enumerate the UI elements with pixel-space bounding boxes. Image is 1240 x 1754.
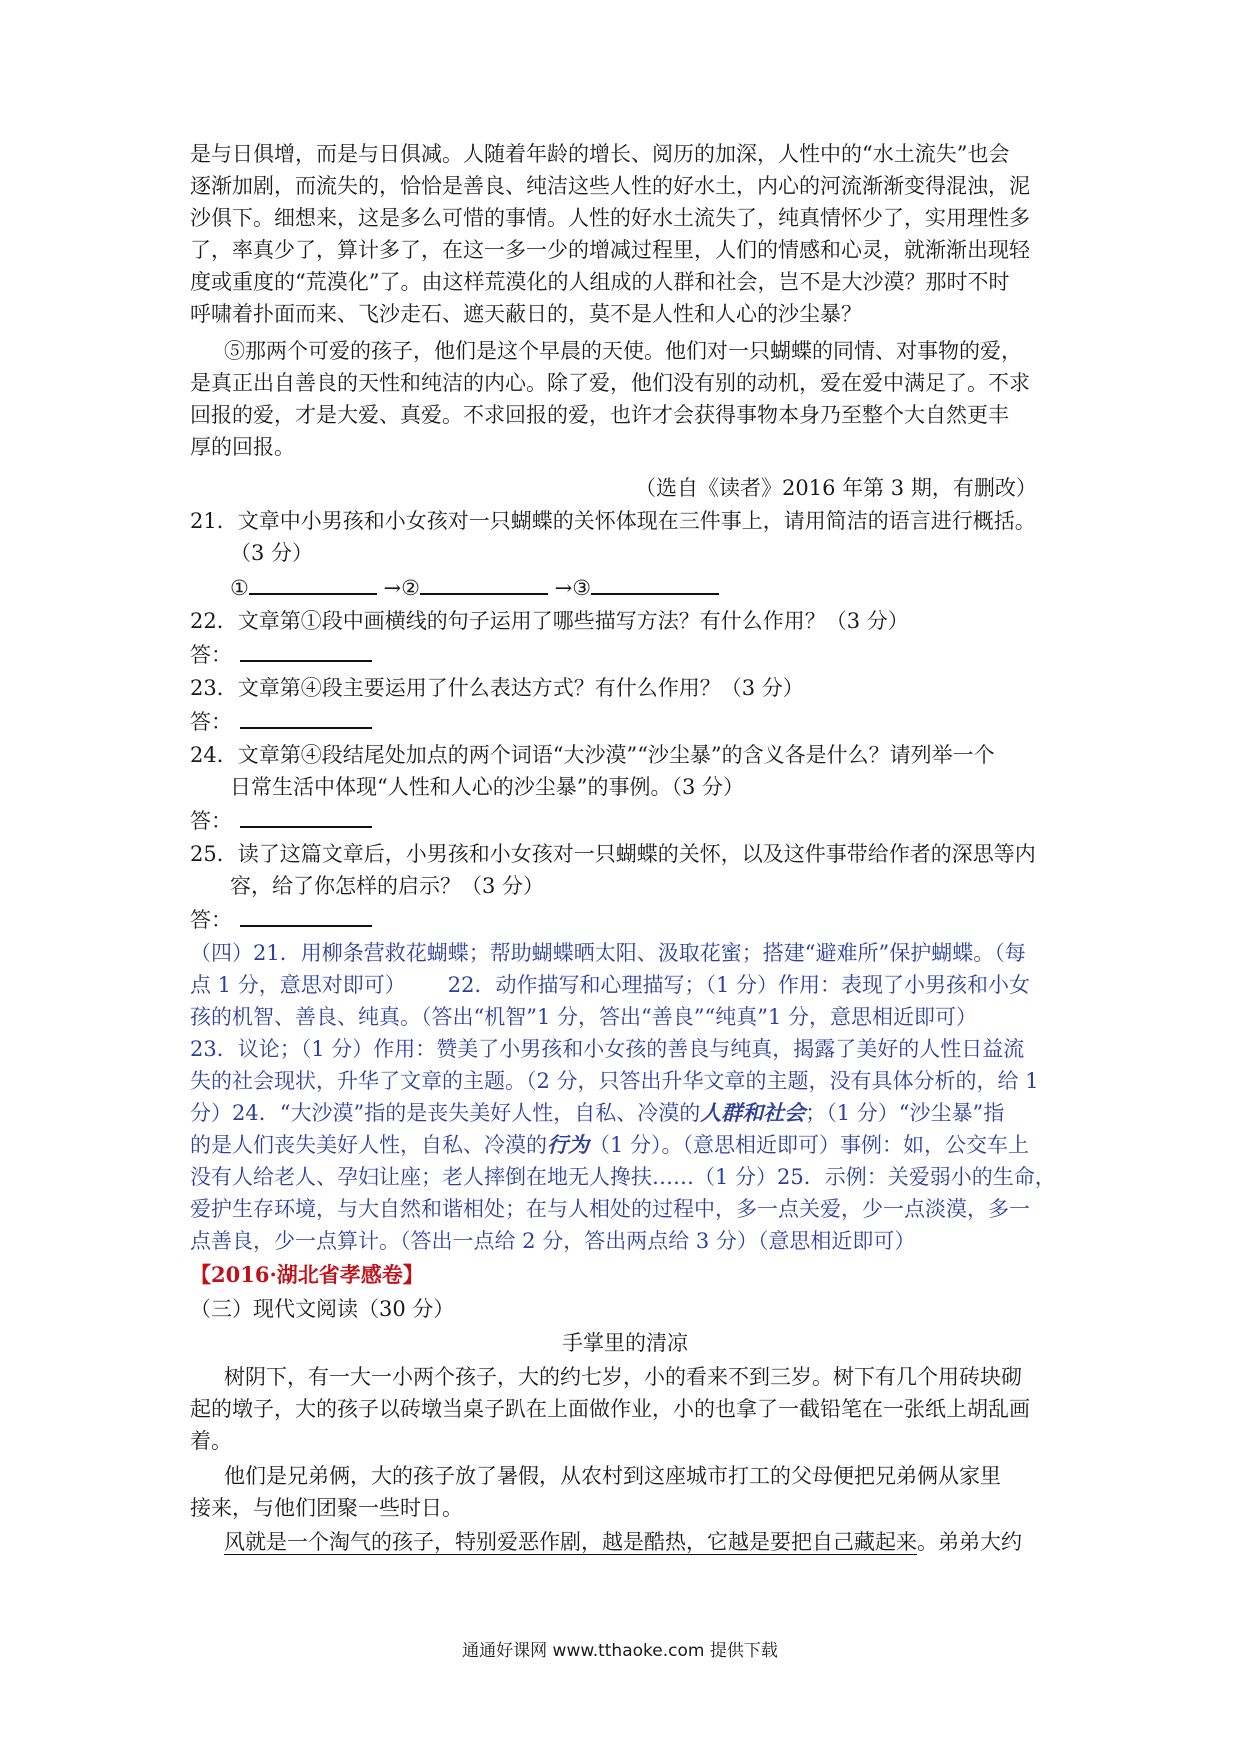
answer-key-line bbox=[190, 1097, 1060, 1129]
article-line: 呼啸着扑面而来、飞沙走石、遮天蔽日的，莫不是人性和人心的沙尘暴？ bbox=[190, 302, 862, 326]
blank-label: ① bbox=[230, 576, 249, 600]
question-21-blanks bbox=[230, 572, 1060, 604]
article-line: 起的墩子，大的孩子以砖墩当桌子趴在上面做作业，小的也拿了一截铅笔在一张纸上胡乱画 bbox=[190, 1397, 1030, 1421]
question-24-line2: 日常生活中体现“人性和人心的沙尘暴”的事例。（3 分） bbox=[230, 775, 745, 799]
answer-line[interactable] bbox=[240, 638, 372, 662]
article-title: 手掌里的清凉 bbox=[562, 1331, 688, 1355]
question-25-line2: 容，给了你怎样的启示？（3 分） bbox=[230, 874, 545, 898]
answer-key-line bbox=[190, 1129, 1060, 1161]
answer-line[interactable] bbox=[240, 705, 372, 729]
answer-label: 答： bbox=[190, 809, 232, 833]
answer-key-line: 爱护生存环境，与大自然和谐相处；在与人相处的过程中，多一点关爱，少一点淡漠，多一 bbox=[190, 1197, 1030, 1221]
answer-label: 答： bbox=[190, 710, 232, 734]
question-25: 25．读了这篇文章后，小男孩和小女孩对一只蝴蝶的关怀，以及这件事带给作者的深思等内 bbox=[190, 842, 1036, 866]
answer-key-emphasis: 人群和社会 bbox=[700, 1100, 806, 1125]
blank-label: →② bbox=[383, 576, 420, 600]
answer-key-line: 点善良，少一点算计。（答出一点给 2 分，答出两点给 3 分）（意思相近即可） bbox=[190, 1229, 916, 1253]
answer-line[interactable] bbox=[240, 903, 372, 927]
answer-key-line: 失的社会现状，升华了文章的主题。（2 分，只答出升华文章的主题，没有具体分析的，给 1 bbox=[190, 1069, 1039, 1093]
answer-key-text: ；（1 分）“沙尘暴”指 bbox=[805, 1101, 1005, 1125]
answer-line[interactable] bbox=[240, 804, 372, 828]
answer-row bbox=[190, 638, 1060, 670]
section-tag: 【2016·湖北省孝感卷】 bbox=[190, 1262, 424, 1287]
article-line: 逐渐加剧，而流失的，恰恰是善良、纯洁这些人性的好水土，内心的河流渐渐变得混浊，泥 bbox=[190, 174, 1030, 198]
answer-key-text: 点 1 分，意思对即可） bbox=[190, 973, 406, 997]
question-21-points: （3 分） bbox=[230, 541, 314, 565]
answer-key-text: 22．动作描写和心理描写；（1 分）作用：表现了小男孩和小女 bbox=[447, 973, 1030, 997]
answer-blank[interactable] bbox=[249, 573, 377, 595]
article-line: 着。 bbox=[190, 1429, 232, 1453]
article-line: 度或重度的“荒漠化”了。由这样荒漠化的人组成的人群和社会，岂不是大沙漠？那时不时 bbox=[190, 270, 1010, 294]
answer-label: 答： bbox=[190, 643, 232, 667]
answer-row bbox=[190, 903, 1060, 935]
article-line: 厚的回报。 bbox=[190, 435, 295, 459]
answer-label: 答： bbox=[190, 908, 232, 932]
question-21: 21．文章中小男孩和小女孩对一只蝴蝶的关怀体现在三件事上，请用简洁的语言进行概括。 bbox=[190, 509, 1036, 533]
answer-key-emphasis: 行为 bbox=[547, 1132, 589, 1157]
answer-key-text: 分）24．“大沙漠”指的是丧失美好人性，自私、冷漠的 bbox=[190, 1101, 701, 1125]
answer-blank[interactable] bbox=[591, 573, 719, 595]
section-title: （三）现代文阅读（30 分） bbox=[190, 1297, 455, 1321]
answer-row bbox=[190, 705, 1060, 737]
article-line: 他们是兄弟俩，大的孩子放了暑假，从农村到这座城市打工的父母便把兄弟俩从家里 bbox=[224, 1464, 1001, 1488]
answer-key-text: （1 分）。（意思相近即可）事例：如，公交车上 bbox=[589, 1133, 1030, 1157]
answer-blank[interactable] bbox=[420, 573, 548, 595]
underlined-sentence: 风就是一个淘气的孩子，特别爱恶作剧，越是酷热，它越是要把自己藏起来 bbox=[224, 1530, 917, 1554]
article-line: 接来，与他们团聚一些时日。 bbox=[190, 1496, 463, 1520]
article-line: 沙俱下。细想来，这是多么可惜的事情。人性的好水土流失了，纯真情怀少了，实用理性多 bbox=[190, 206, 1030, 230]
article-line: 是真正出自善良的天性和纯洁的内心。除了爱，他们没有别的动机，爱在爱中满足了。不求 bbox=[190, 371, 1030, 395]
blank-label: →③ bbox=[554, 576, 592, 600]
article-line: 树阴下，有一大一小两个孩子，大的约七岁，小的看来不到三岁。树下有几个用砖块砌 bbox=[224, 1365, 1022, 1389]
answer-key-line bbox=[190, 969, 1060, 1001]
article-line: ⑤那两个可爱的孩子，他们是这个早晨的天使。他们对一只蝴蝶的同情、对事物的爱， bbox=[224, 339, 1022, 363]
answer-key-line: 没有人给老人、孕妇让座；老人摔倒在地无人搀扶……（1 分）25．示例：关爱弱小的生命， bbox=[190, 1165, 1056, 1189]
question-22: 22．文章第①段中画横线的句子运用了哪些描写方法？有什么作用？（3 分） bbox=[190, 609, 909, 633]
answer-key-line: 孩的机智、善良、纯真。（答出“机智”1 分，答出“善良”“纯真”1 分，意思相近即可） bbox=[190, 1005, 977, 1029]
article-line: 了，率真少了，算计多了，在这一多一少的增减过程里，人们的情感和心灵，就渐渐出现轻 bbox=[190, 238, 1030, 262]
answer-key-text: 的是人们丧失美好人性，自私、冷漠的 bbox=[190, 1133, 547, 1157]
answer-key-line: 23．议论；（1 分）作用：赞美了小男孩和小女孩的善良与纯真，揭露了美好的人性日益流 bbox=[190, 1037, 1025, 1061]
question-24: 24．文章第④段结尾处加点的两个词语“大沙漠”“沙尘暴”的含义各是什么？请列举一个 bbox=[190, 743, 995, 767]
article-line: 回报的爱，才是大爱、真爱。不求回报的爱，也许才会获得事物本身乃至整个大自然更丰 bbox=[190, 403, 1009, 427]
answer-key-line: （四）21．用柳条营救花蝴蝶；帮助蝴蝶晒太阳、汲取花蜜；搭建“避难所”保护蝴蝶。（每 bbox=[190, 941, 1026, 965]
article-line bbox=[224, 1526, 1060, 1558]
footer-credit: 通通好课网 www.tthaoke.com 提供下载 bbox=[462, 1641, 778, 1661]
answer-row bbox=[190, 804, 1060, 836]
source-note: （选自《读者》2016 年第 3 期，有删改） bbox=[635, 476, 1037, 500]
article-text: 。弟弟大约 bbox=[917, 1530, 1022, 1554]
article-line: 是与日俱增，而是与日俱减。人随着年龄的增长、阅历的加深，人性中的“水土流失”也会 bbox=[190, 142, 1010, 166]
question-23: 23．文章第④段主要运用了什么表达方式？有什么作用？（3 分） bbox=[190, 676, 804, 700]
